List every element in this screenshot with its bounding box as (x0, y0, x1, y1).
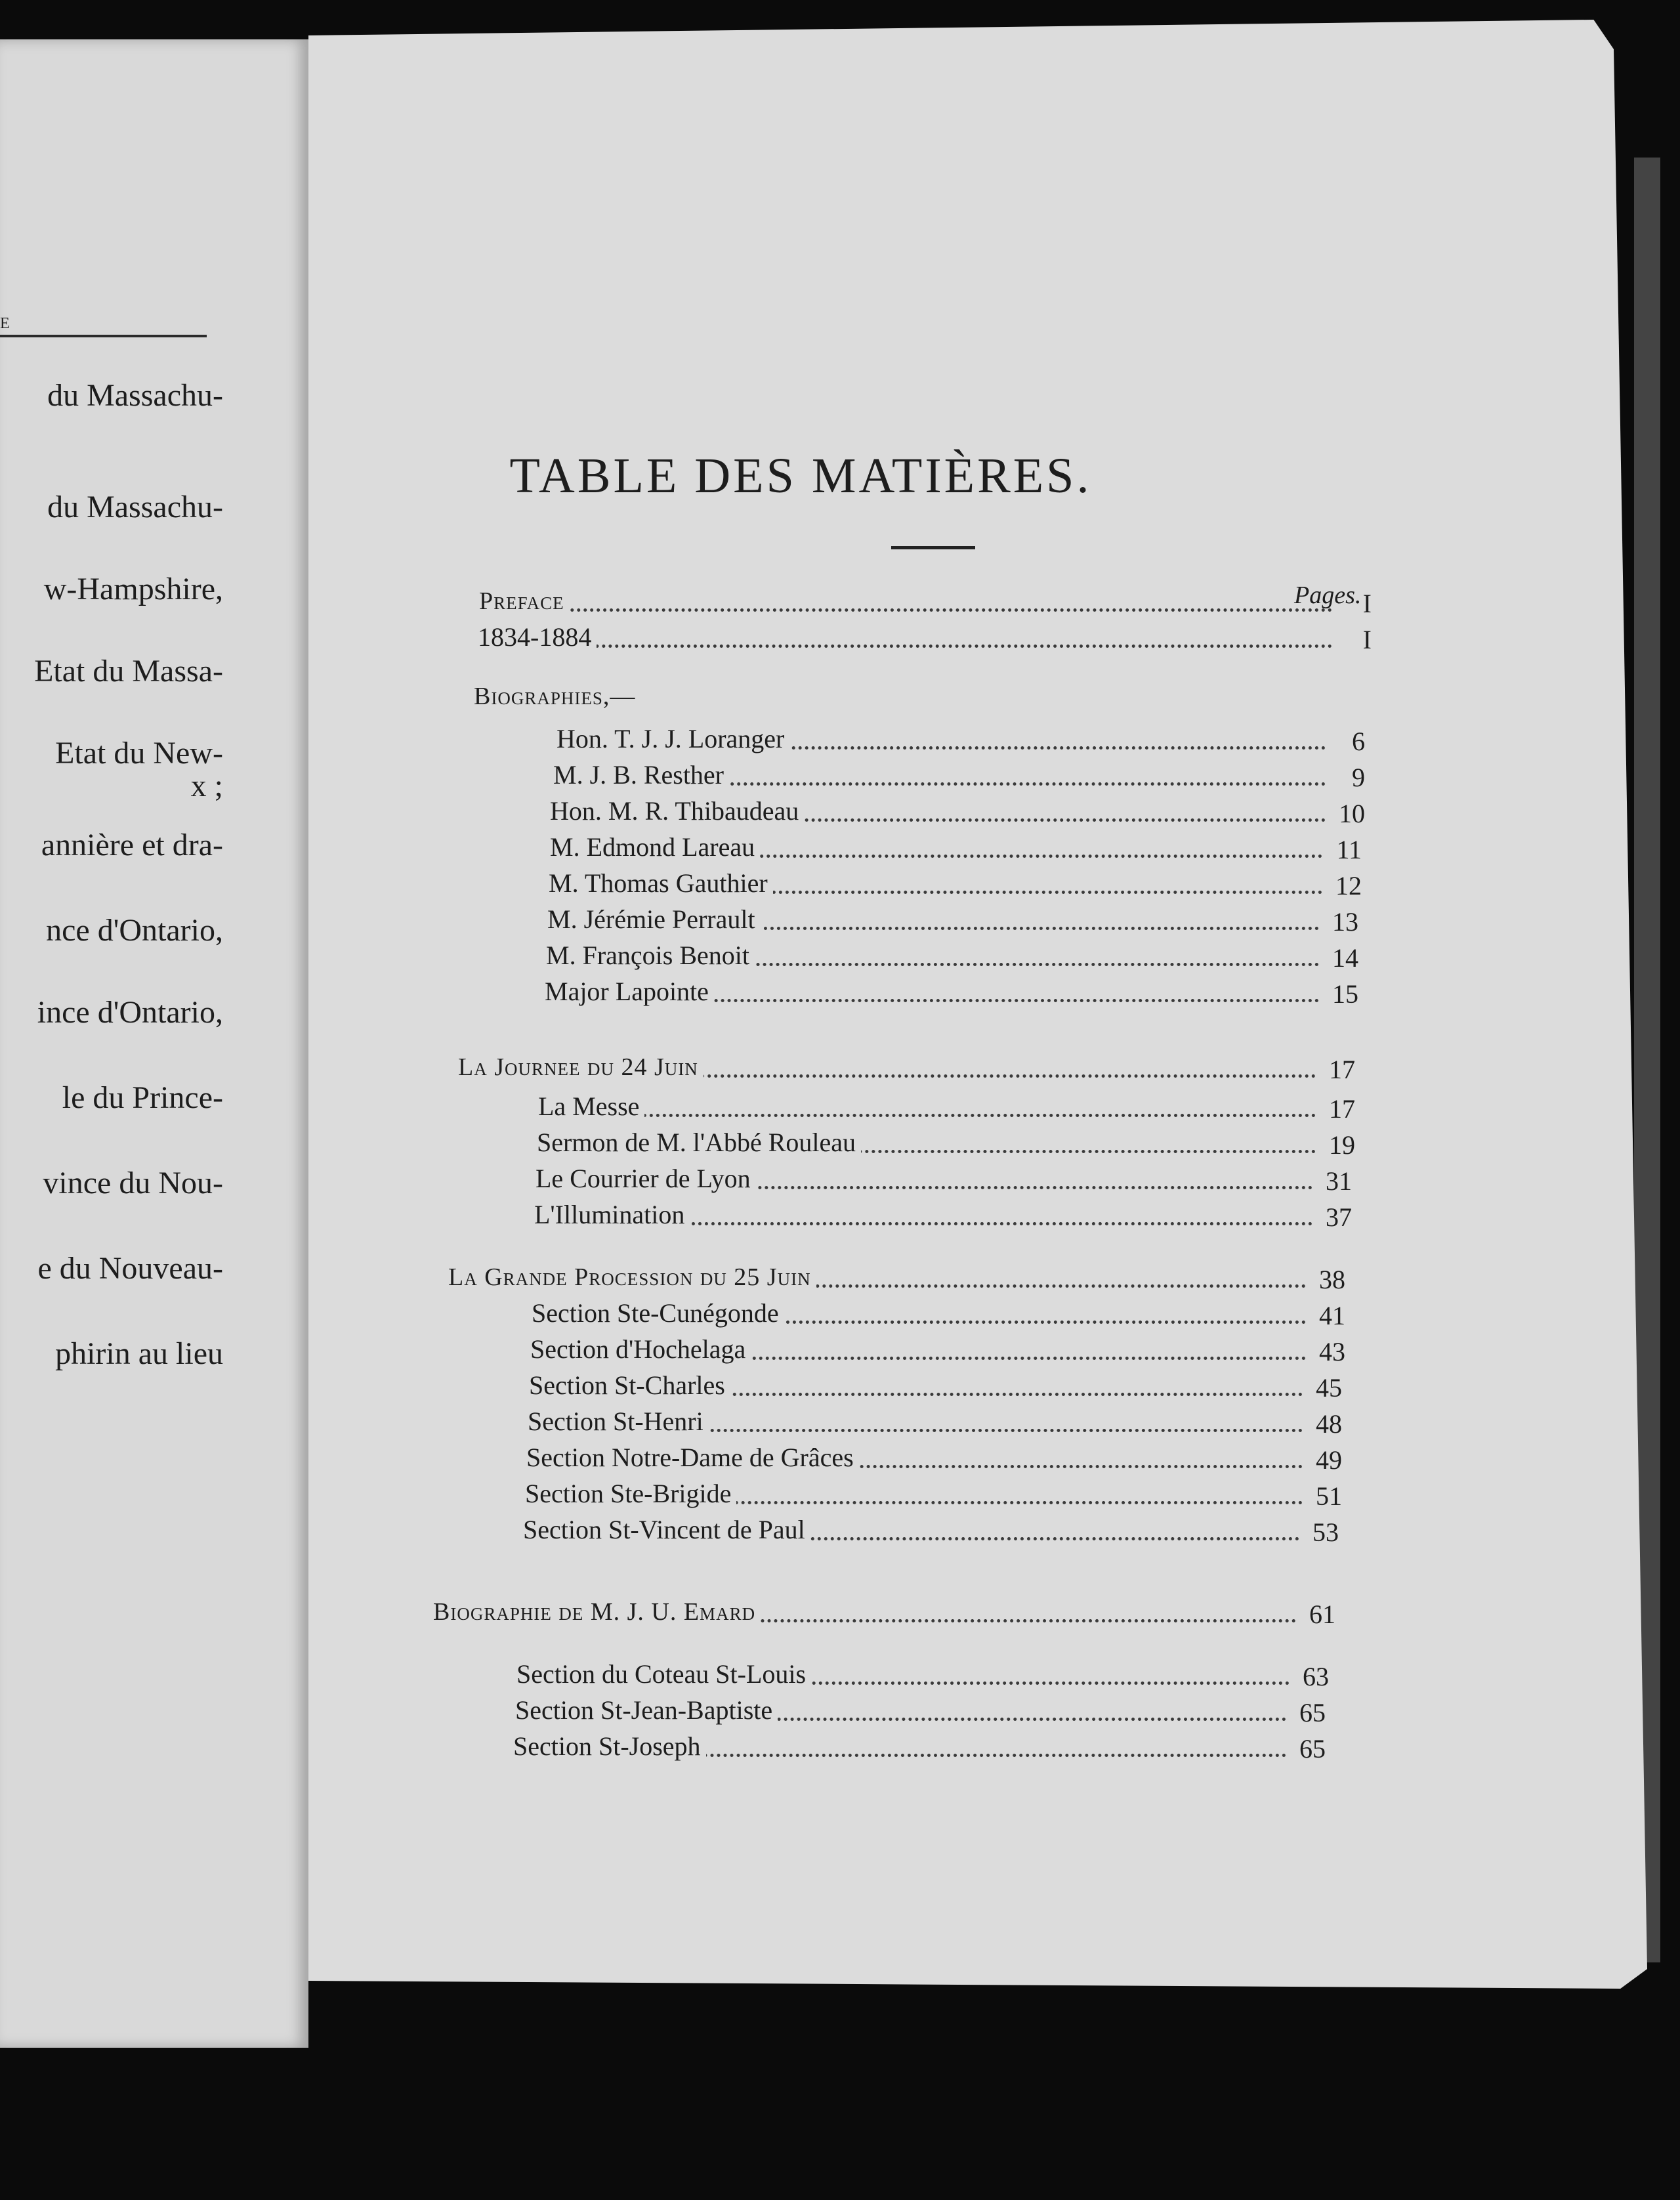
toc-entry-page: 49 (1316, 1445, 1342, 1475)
left-page-line: vince du Nou- (43, 1166, 223, 1200)
toc-entry-label: Biographies,— (474, 681, 640, 712)
pages-column-label: Pages. (1294, 582, 1362, 609)
left-page-line: Etat du Massa- (34, 654, 223, 688)
toc-entry-page: 61 (1309, 1599, 1335, 1629)
toc-entry-page: I (1362, 625, 1372, 654)
toc-entry (513, 1729, 1326, 1766)
toc-entry-label: 1834-1884 (478, 622, 597, 653)
toc-entry-page: 12 (1335, 871, 1362, 900)
toc-entry (545, 975, 1358, 1011)
left-page-line: w-Hampshire, (43, 572, 223, 606)
toc-entry-label: M. J. B. Resther (553, 759, 729, 791)
toc-entry-page: 63 (1303, 1662, 1329, 1691)
toc-entry (538, 1089, 1355, 1126)
toc-entry-page: I (1362, 589, 1372, 618)
toc-entry (474, 679, 1372, 716)
toc-entry-page: 13 (1332, 907, 1358, 937)
toc-entry (534, 1198, 1352, 1235)
left-page-heading: e (0, 309, 10, 333)
left-page-rule (0, 335, 207, 337)
left-page-line: Etat du New- (55, 736, 223, 771)
toc-entry-label: Section Notre-Dame de Grâces (526, 1442, 859, 1473)
toc-entry-page: 6 (1352, 727, 1365, 756)
toc-entry-label: Section St-Vincent de Paul (523, 1514, 810, 1546)
toc-entry (536, 1162, 1352, 1198)
toc-entry-label: Major Lapointe (545, 976, 714, 1007)
toc-entry-page: 43 (1319, 1337, 1345, 1366)
toc-entry (458, 1050, 1355, 1087)
toc-entry-label: Section St-Joseph (513, 1731, 706, 1762)
toc-entry (532, 1296, 1345, 1333)
page-title: TABLE DES MATIÈRES. (509, 448, 1092, 503)
toc-entry-label: Sermon de M. l'Abbé Rouleau (537, 1127, 861, 1158)
toc-entry-label: Biographie de M. J. U. Emard (433, 1596, 761, 1628)
toc-entry (529, 1368, 1342, 1405)
toc-entry-label: M. François Benoit (546, 940, 755, 971)
toc-entry-label: L'Illumination (534, 1199, 690, 1231)
toc-entry (556, 722, 1365, 759)
toc-entry-label: M. Edmond Lareau (550, 832, 760, 863)
toc-leader-dots (478, 645, 1332, 648)
toc-entry-page: 51 (1316, 1481, 1342, 1511)
toc-entry-page: 10 (1339, 799, 1365, 828)
left-page-line: du Massachu- (47, 378, 223, 413)
toc-entry-page: 65 (1299, 1734, 1326, 1764)
left-page-line: x ; (190, 769, 223, 803)
toc-entry-label: Section St-Henri (528, 1406, 709, 1437)
toc-entry (478, 620, 1372, 657)
toc-entry-page: 37 (1326, 1202, 1352, 1232)
left-page-line: le du Prince- (62, 1080, 223, 1115)
toc-entry (448, 1260, 1345, 1297)
toc-entry-label: Section Ste-Brigide (525, 1478, 736, 1510)
toc-entry-label: La Journee du 24 Juin (458, 1051, 704, 1083)
toc-entry (547, 902, 1358, 939)
toc-entry (550, 830, 1362, 867)
toc-entry (479, 584, 1372, 621)
toc-entry-page: 14 (1332, 943, 1358, 973)
toc-entry-page: 38 (1319, 1265, 1345, 1294)
toc-leader-dots (479, 608, 1332, 612)
toc-entry (523, 1513, 1339, 1550)
toc-entry-page: 48 (1316, 1409, 1342, 1439)
toc-entry (549, 866, 1362, 903)
toc-entry (433, 1595, 1335, 1632)
toc-entry (546, 939, 1358, 975)
toc-entry-label: Section d'Hochelaga (530, 1334, 751, 1365)
toc-entry-page: 45 (1316, 1373, 1342, 1403)
left-page-line: du Massachu- (47, 490, 223, 524)
toc-entry-page: 19 (1329, 1130, 1355, 1160)
toc-entry (550, 794, 1365, 831)
left-page (0, 39, 308, 2048)
toc-entry-page: 41 (1319, 1301, 1345, 1330)
toc-entry-label: La Grande Procession du 25 Juin (448, 1261, 816, 1293)
toc-entry (526, 1441, 1342, 1477)
toc-entry-label: Section du Coteau St-Louis (516, 1659, 811, 1690)
toc-entry-label: Section St-Charles (529, 1370, 730, 1401)
toc-entry-label: Le Courrier de Lyon (536, 1163, 756, 1195)
left-page-line: e du Nouveau- (37, 1251, 223, 1286)
left-page-line: phirin au lieu (55, 1336, 223, 1371)
toc-entry-page: 65 (1299, 1698, 1326, 1727)
left-page-line: ince d'Ontario, (37, 995, 223, 1030)
toc-entry (516, 1657, 1329, 1694)
toc-entry (515, 1693, 1326, 1730)
left-page-line: annière et dra- (41, 828, 223, 862)
toc-entry (553, 758, 1365, 795)
toc-entry-label: M. Thomas Gauthier (549, 868, 773, 899)
toc-entry-label: Hon. T. J. J. Loranger (556, 723, 789, 755)
toc-entry (537, 1126, 1355, 1162)
toc-entry-label: Section Ste-Cunégonde (532, 1298, 784, 1329)
toc-entry-page: 11 (1336, 835, 1362, 864)
toc-entry-page: 31 (1326, 1166, 1352, 1196)
toc-entry-page: 17 (1329, 1094, 1355, 1124)
toc-entry-page: 53 (1312, 1517, 1339, 1547)
toc-entry (528, 1405, 1342, 1441)
toc-entry-label: La Messe (538, 1091, 644, 1122)
toc-entry-label: M. Jérémie Perrault (547, 904, 761, 935)
toc-entry-page: 9 (1352, 763, 1365, 792)
toc-entry-label: Hon. M. R. Thibaudeau (550, 795, 804, 827)
toc-entry (525, 1477, 1342, 1513)
toc-leader-dots (538, 1114, 1316, 1117)
toc-entry-page: 17 (1329, 1055, 1355, 1084)
toc-entry (530, 1332, 1345, 1369)
toc-entry-label: Section St-Jean-Baptiste (515, 1695, 778, 1726)
toc-entry-page: 15 (1332, 979, 1358, 1009)
toc-entry-label: Preface (479, 585, 570, 617)
left-page-line: nce d'Ontario, (46, 913, 223, 948)
title-rule (891, 546, 975, 549)
